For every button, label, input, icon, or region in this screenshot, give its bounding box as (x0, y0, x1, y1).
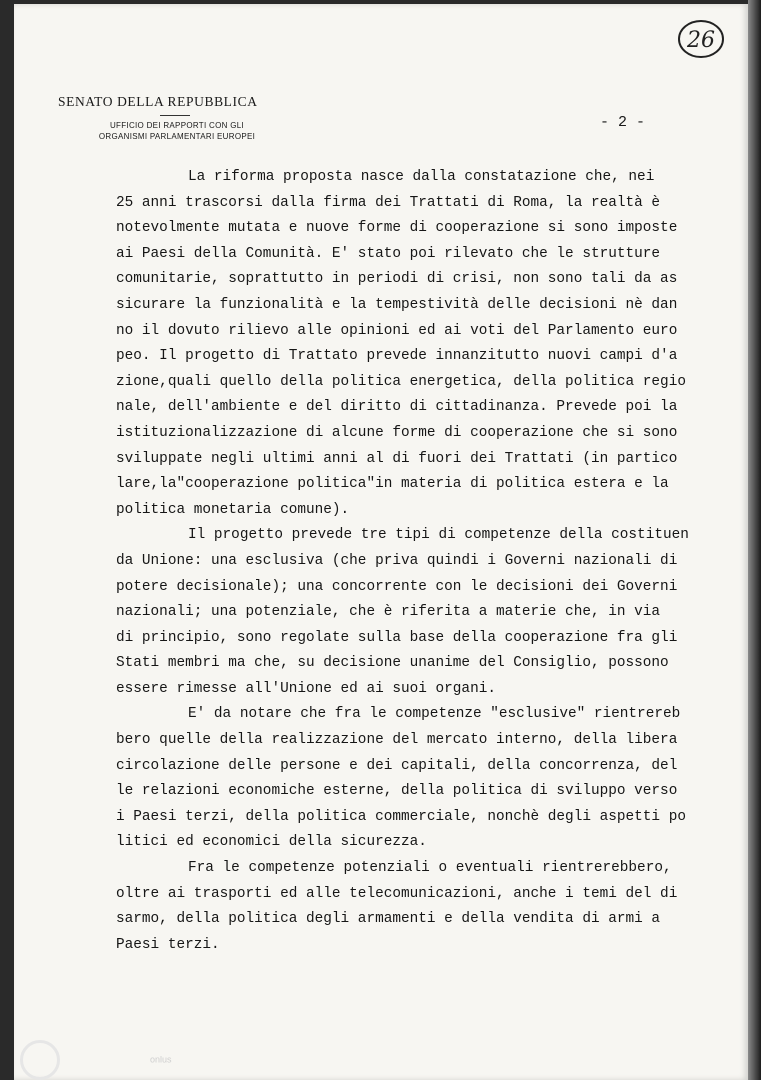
watermark-text: onlus (150, 1054, 172, 1065)
handwritten-page-mark (676, 17, 726, 61)
text-line: da Unione: una esclusiva (che priva quindi i Governi nazionali di (116, 552, 678, 569)
text-line: oltre ai trasporti ed alle telecomunicazioni, anche i temi del di (116, 885, 678, 902)
header-divider (160, 115, 190, 116)
text-line: notevolmente mutata e nuove forme di cooperazione si sono imposte (116, 220, 678, 237)
text-line: politica monetaria comune). (116, 501, 350, 518)
text-line: bero quelle della realizzazione del mercato interno, della libera (116, 732, 678, 749)
text-line: nale, dell'ambiente e del diritto di cittadinanza. Prevede poi la (116, 399, 678, 416)
text-line: potere decisionale); una concorrente con le decisioni dei Governi (116, 578, 678, 595)
office-subtitle (64, 120, 290, 142)
institution-title: SENATO DELLA REPUBBLICA (58, 94, 258, 109)
text-line: comunitarie, soprattutto in periodi di crisi, non sono tali da as (116, 271, 678, 288)
office-subtitle-line-1: UFFICIO DEI RAPPORTI CON GLI (109, 121, 245, 130)
text-line: no il dovuto rilievo alle opinioni ed ai voti del Parlamento euro (116, 322, 678, 339)
text-line: E' da notare che fra le competenze "esclusive" rientrereb (188, 706, 681, 723)
circled-number-icon (676, 17, 726, 61)
text-line: sicurare la funzionalità e la tempestività delle decisioni nè dan (116, 296, 678, 313)
text-line: ai Paesi della Comunità. E' stato poi rilevato che le strutture (116, 245, 661, 262)
text-line: 25 anni trascorsi dalla firma dei Trattati di Roma, la realtà è (116, 194, 661, 211)
text-line: sarmo, della politica degli armamenti e della vendita di armi a (116, 911, 661, 928)
page-number: - 2 - (600, 114, 646, 131)
text-line: le relazioni economiche esterne, della politica di sviluppo verso (116, 783, 678, 800)
body-text (116, 165, 716, 958)
text-line: Paesi terzi. (116, 936, 220, 953)
text-line: essere rimesse all'Unione ed ai suoi organi. (116, 680, 496, 697)
text-line: litici ed economici della sicurezza. (116, 834, 427, 851)
text-line: La riforma proposta nasce dalla constatazione che, nei (188, 169, 655, 185)
text-line: nazionali; una potenziale, che è riferita a materie che, in via (116, 604, 661, 621)
text-line: Stati membri ma che, su decisione unanime del Consiglio, possono (116, 655, 669, 672)
text-line: zione,quali quello della politica energetica, della politica regio (116, 373, 686, 390)
scan-edge (748, 0, 761, 1080)
page-mark-text: 26 (687, 28, 715, 53)
text-line: lare,la"cooperazione politica"in materia di politica estera e la (116, 476, 669, 493)
text-line: sviluppate negli ultimi anni al di fuori dei Trattati (in partico (116, 450, 678, 467)
footer-watermark (20, 1040, 172, 1080)
text-line: Fra le competenze potenziali o eventuali rientrerebbero, (188, 860, 672, 877)
text-line: peo. Il progetto di Trattato prevede innanzitutto nuovi campi d'a (116, 348, 678, 365)
text-line: di principio, sono regolate sulla base della cooperazione fra gli (116, 629, 678, 646)
text-line: circolazione delle persone e dei capitali, della concorrenza, del (116, 757, 678, 774)
watermark-logo-icon (20, 1040, 60, 1080)
text-line: i Paesi terzi, della politica commerciale, nonchè degli aspetti po (116, 808, 686, 825)
office-subtitle-line-2: ORGANISMI PARLAMENTARI EUROPEI (98, 132, 256, 141)
text-line: istituzionalizzazione di alcune forme di cooperazione che si sono (116, 424, 678, 441)
text-line: Il progetto prevede tre tipi di competenze della costituen (188, 527, 689, 544)
